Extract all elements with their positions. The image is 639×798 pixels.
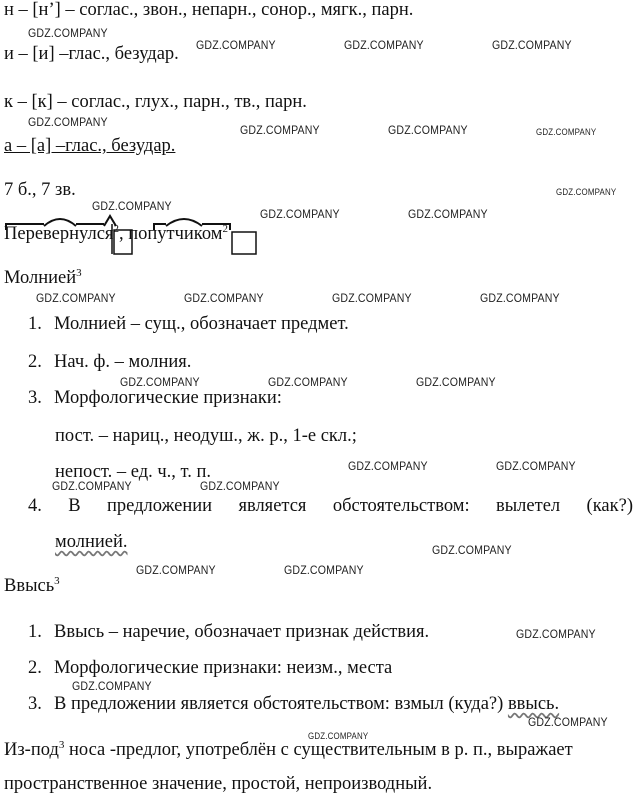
watermark: GDZ.COMPANY [72, 679, 152, 693]
molniey-item-3: 3. Морфологические признаки: [28, 388, 282, 408]
watermark: GDZ.COMPANY [528, 715, 608, 729]
watermark: GDZ.COMPANY [92, 199, 172, 213]
watermark: GDZ.COMPANY [136, 563, 216, 577]
molniey-item-4: 4. В предложении является обстоятельством: вылетел (как?) [28, 496, 633, 516]
watermark: GDZ.COMPANY [516, 627, 596, 641]
watermark: GDZ.COMPANY [284, 563, 364, 577]
molniey-constant-features: пост. – нариц., неодуш., ж. р., 1-е скл.; [55, 426, 357, 446]
watermark: GDZ.COMPANY [416, 375, 496, 389]
phonetic-i-line: и – [и] –глас., безудар. [4, 44, 179, 64]
watermark: GDZ.COMPANY [120, 375, 200, 389]
watermark: GDZ.COMPANY [332, 291, 412, 305]
watermark: GDZ.COMPANY [348, 459, 428, 473]
sound-letter-count: 7 б., 7 зв. [4, 180, 76, 200]
watermark: GDZ.COMPANY [36, 291, 116, 305]
word-poputchik: попутчик [128, 224, 202, 244]
vvys-item-3: 3. В предложении является обстоятельством: взмыл (куда?) ввысь. [28, 694, 560, 714]
watermark: GDZ.COMPANY [28, 115, 108, 129]
watermark: GDZ.COMPANY [308, 731, 369, 741]
watermark: GDZ.COMPANY [492, 38, 572, 52]
word-poputchik-ending: ом [201, 224, 223, 244]
watermark: GDZ.COMPANY [260, 207, 340, 221]
watermark: GDZ.COMPANY [408, 207, 488, 221]
phonetic-a-line: а – [а] –глас., безудар. [4, 136, 176, 156]
molniey-heading: Молнией$^3$ [4, 266, 82, 288]
watermark: GDZ.COMPANY [200, 479, 280, 493]
word-perevernul-suffix: ся [96, 224, 114, 244]
watermark: GDZ.COMPANY [52, 479, 132, 493]
watermark: GDZ.COMPANY [28, 26, 108, 40]
molniey-item-2: 2. Нач. ф. – молния. [28, 352, 192, 372]
molniey-item-1: 1. Молнией – сущ., обозначает предмет. [28, 314, 349, 334]
word-perevernul: Перевернул [4, 224, 97, 244]
molniey-item-4-continuation: молнией. [55, 532, 128, 552]
vvys-item-2: 2. Морфологические признаки: неизм., места [28, 658, 393, 678]
comma: , [118, 224, 124, 244]
watermark: GDZ.COMPANY [344, 38, 424, 52]
izpod-line-2: пространственное значение, простой, непроизводный. [4, 774, 433, 794]
watermark: GDZ.COMPANY [196, 38, 276, 52]
phonetic-n-line: н – [н’] – соглас., звон., непарн., сонор., мягк., парн. [4, 0, 414, 20]
analysis-number-1: 2 [113, 222, 119, 235]
watermark: GDZ.COMPANY [556, 187, 617, 197]
watermark: GDZ.COMPANY [496, 459, 576, 473]
molniey-nonconstant-features: непост. – ед. ч., т. п. [55, 462, 212, 482]
watermark: GDZ.COMPANY [432, 543, 512, 557]
analysis-number-2: 2 [222, 222, 228, 235]
watermark: GDZ.COMPANY [480, 291, 560, 305]
vvys-item-1: 1. Ввысь – наречие, обозначает признак действия. [28, 622, 430, 642]
watermark: GDZ.COMPANY [268, 375, 348, 389]
vvys-heading: Ввысь$^3$ [4, 574, 60, 596]
watermark: GDZ.COMPANY [240, 123, 320, 137]
morphemic-analysis-line [4, 224, 228, 245]
watermark: GDZ.COMPANY [184, 291, 264, 305]
phonetic-k-line: к – [к] – соглас., глух., парн., тв., парн. [4, 92, 307, 112]
watermark: GDZ.COMPANY [388, 123, 468, 137]
watermark: GDZ.COMPANY [536, 127, 597, 137]
izpod-line-1: Из-под$^3$ носа -предлог, употреблён с существительным в р. п., выражает [4, 738, 573, 760]
